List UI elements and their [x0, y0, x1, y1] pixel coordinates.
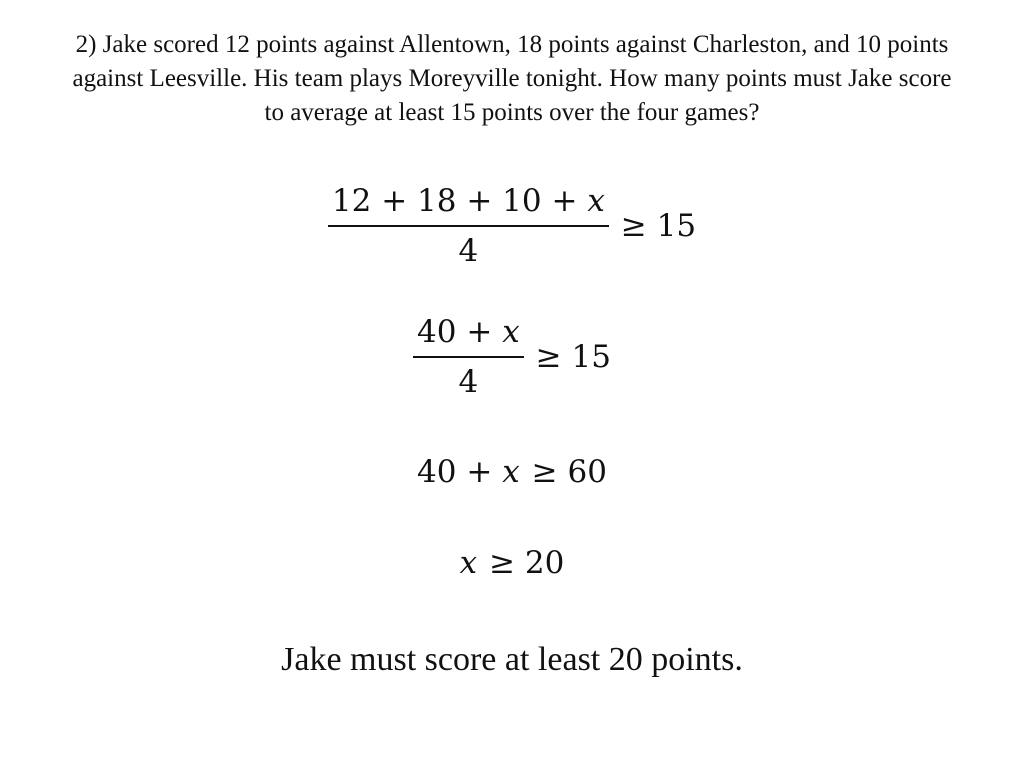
- numerator-sum: 12 + 18 + 10 +: [331, 183, 588, 219]
- fraction-1-denominator: 4: [458, 233, 479, 269]
- fraction-1: [328, 183, 609, 269]
- equation-step-3: [0, 454, 1024, 490]
- fraction-2: [413, 314, 524, 400]
- fraction-2-numerator: [413, 314, 524, 356]
- equation-step-1: [0, 183, 1024, 269]
- answer-statement: Jake must score at least 20 points.: [281, 641, 743, 678]
- relation-2: ≥ 15: [535, 339, 611, 375]
- fraction-1-numerator: [328, 183, 609, 225]
- equation-step-4: [0, 545, 1024, 581]
- relation-4: ≥ 20: [489, 545, 565, 581]
- problem-statement: 2) Jake scored 12 points against Allentown, 18 points against Charleston, and 10 points against Leesville. His team plays Moreyville tonight. How many points must Jake score to average at least 15 points over the four games?: [72, 31, 952, 126]
- variable-x: x: [459, 545, 478, 581]
- variable-x: x: [502, 454, 520, 490]
- lhs-sum: 40 +: [417, 454, 503, 490]
- relation-1: ≥ 15: [620, 208, 697, 244]
- relation-3: ≥ 60: [531, 454, 607, 490]
- equation-step-2: [0, 314, 1024, 400]
- fraction-2-denominator: 4: [458, 364, 479, 400]
- variable-x: x: [502, 314, 520, 350]
- numerator-sum: 40 +: [417, 314, 503, 350]
- variable-x: x: [587, 183, 605, 219]
